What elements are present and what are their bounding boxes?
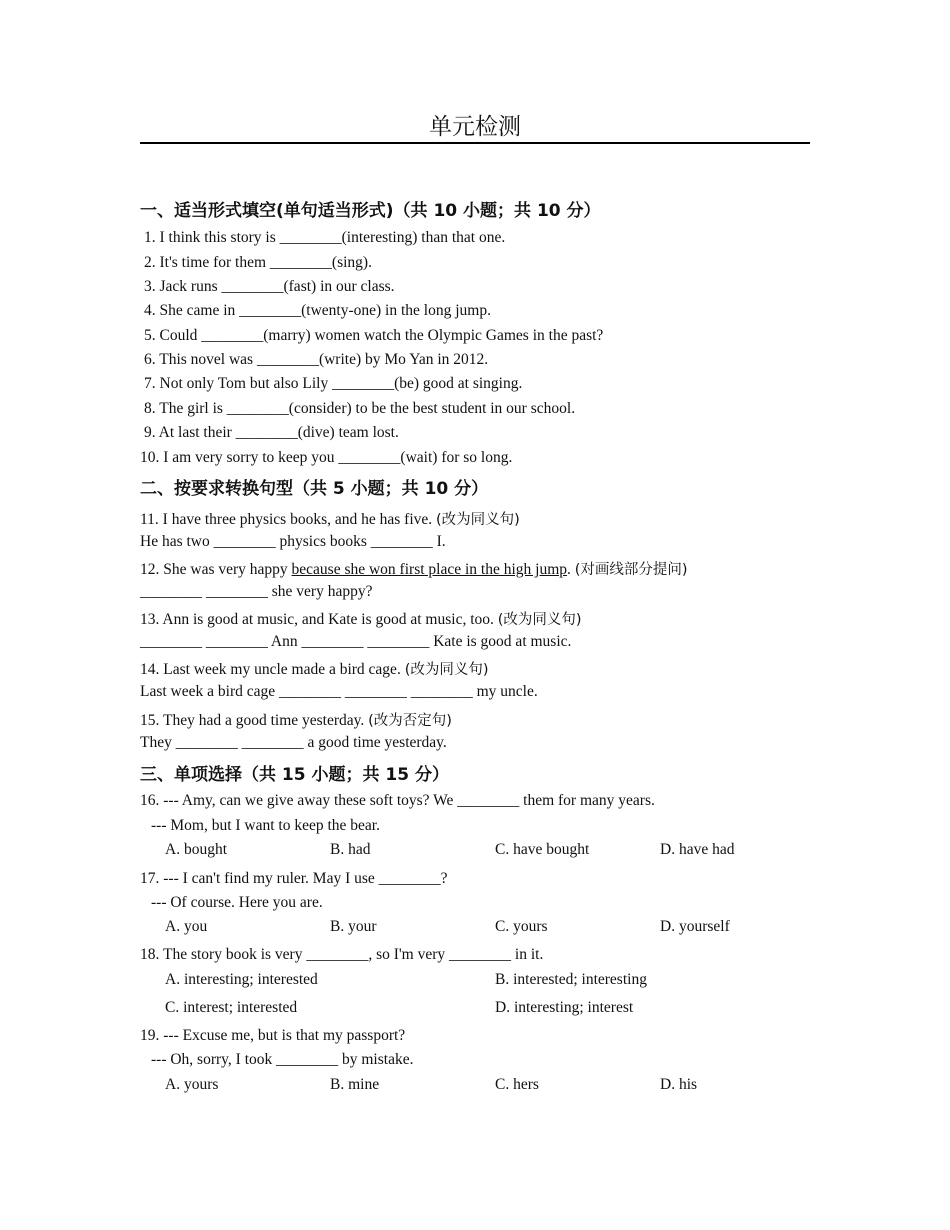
option-19-a: A. yours	[165, 1076, 219, 1093]
fill-question-2: 2. It's time for them ________(sing).	[144, 254, 372, 271]
option-16-b: B. had	[330, 841, 371, 858]
fill-question-8: 8. The girl is ________(consider) to be the best student in our school.	[144, 400, 576, 417]
fill-question-6: 6. This novel was ________(write) by Mo Yan in 2012.	[144, 351, 489, 368]
transform-question-13: 13. Ann is good at music, and Kate is good at music, too. (改为同义句)	[140, 611, 582, 628]
option-17-c: C. yours	[495, 918, 548, 935]
option-18-a: A. interesting; interested	[165, 971, 318, 988]
underlined-phrase: because she won first place in the high jump	[291, 561, 568, 578]
transform-answer-13: ________ ________ Ann ________ ________ Kate is good at music.	[140, 633, 572, 650]
fill-question-9: 9. At last their ________(dive) team lost.	[144, 424, 399, 441]
option-17-d: D. yourself	[660, 918, 730, 935]
option-19-b: B. mine	[330, 1076, 380, 1093]
option-16-d: D. have had	[660, 841, 735, 858]
section-heading-1: 一、适当形式填空(单句适当形式)（共 10 小题；共 10 分）	[140, 201, 601, 221]
option-18-d: D. interesting; interest	[495, 999, 634, 1016]
fill-question-5: 5. Could ________(marry) women watch the Olympic Games in the past?	[144, 327, 604, 344]
transform-answer-14: Last week a bird cage ________ ________ ________ my uncle.	[140, 683, 538, 700]
transform-question-11: 11. I have three physics books, and he has five. (改为同义句)	[140, 511, 520, 528]
fill-question-7: 7. Not only Tom but also Lily ________(be) good at singing.	[144, 375, 523, 392]
fill-question-3: 3. Jack runs ________(fast) in our class.	[144, 278, 395, 295]
choice-question-19-reply: --- Oh, sorry, I took ________ by mistake.	[151, 1051, 414, 1068]
option-18-c: C. interest; interested	[165, 999, 298, 1016]
transform-answer-15: They ________ ________ a good time yesterday.	[140, 734, 447, 751]
fill-question-1: 1. I think this story is ________(interesting) than that one.	[144, 229, 506, 246]
option-16-c: C. have bought	[495, 841, 590, 858]
choice-question-17-reply: --- Of course. Here you are.	[151, 894, 323, 911]
option-18-b: B. interested; interesting	[495, 971, 647, 988]
option-17-a: A. you	[165, 918, 208, 935]
fill-question-4: 4. She came in ________(twenty-one) in the long jump.	[144, 302, 491, 319]
section-heading-2: 二、按要求转换句型（共 5 小题；共 10 分）	[140, 479, 489, 499]
choice-question-18: 18. The story book is very ________, so I'm very ________ in it.	[140, 946, 544, 963]
choice-question-16: 16. --- Amy, can we give away these soft toys? We ________ them for many years.	[140, 792, 655, 809]
choice-question-17: 17. --- I can't find my ruler. May I use ________?	[140, 870, 448, 887]
option-17-b: B. your	[330, 918, 377, 935]
transform-question-15: 15. They had a good time yesterday. (改为否定句)	[140, 712, 452, 729]
fill-question-10: 10. I am very sorry to keep you ________(wait) for so long.	[140, 449, 513, 466]
title-bar	[140, 112, 810, 144]
transform-answer-11: He has two ________ physics books ________ I.	[140, 533, 446, 550]
section-heading-3: 三、单项选择（共 15 小题；共 15 分）	[140, 765, 449, 785]
page-title: 单元检测	[429, 114, 521, 140]
transform-answer-12: ________ ________ she very happy?	[140, 583, 373, 600]
option-19-c: C. hers	[495, 1076, 539, 1093]
option-19-d: D. his	[660, 1076, 698, 1093]
choice-question-16-reply: --- Mom, but I want to keep the bear.	[151, 817, 380, 834]
option-16-a: A. bought	[165, 841, 227, 858]
transform-question-14: 14. Last week my uncle made a bird cage. (改为同义句)	[140, 661, 489, 678]
transform-question-12: 12. She was very happy because she won first place in the high jump. (对画线部分提问)	[140, 561, 688, 578]
choice-question-19: 19. --- Excuse me, but is that my passport?	[140, 1027, 406, 1044]
